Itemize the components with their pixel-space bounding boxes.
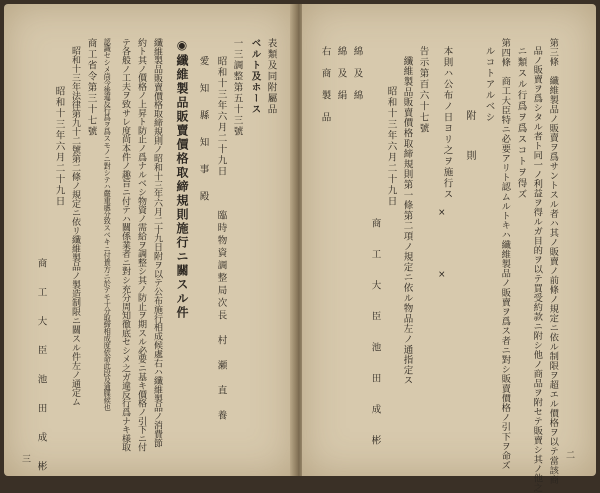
right-line-4: 第四條 商工大臣特ニ必要アリト認ムルトキハ纖維製品ノ販賣ヲ爲ス者ニ對シ販賣價格ノ引下ヲ命ズ: [499, 38, 511, 470]
notice-number: 告示第百六十七號: [417, 46, 429, 134]
right-item-3: 右 商 製 品: [319, 46, 331, 123]
left-line-2: ベルト及ホース: [249, 38, 261, 115]
right-line-2: 品ノ販賣ヲ爲シタル者ト同一ノ利益ヲ得ルガ目的ヲ以テ買受約款ニ附シ他ノ商品ヲ附セテ販賣シ其ノ他之: [531, 46, 543, 493]
left-body-2: 約ト其ノ價格ノ上昇ト防止ノ爲ナルベシ物資ノ需給ヲ調整シ其ノ防止ヲ期スル必要ニ基キ價格ノ引下ニ付: [136, 38, 146, 452]
right-item-1: 綿 及 綿: [351, 46, 363, 101]
page-number-left: 三: [22, 455, 32, 465]
circular-title: ◉纖維製品販賣價格取締規則施行ニ關スル件: [175, 38, 189, 320]
right-line-1: 第三條 纖維製品ノ販賣ヲ爲サントスル者ハ其ノ販賣ノ前條ノ規定ニ依ル制限ヲ超エル價格ヲ以テ當該商: [547, 38, 559, 485]
separator-mark: ×: [438, 208, 446, 218]
right-supplement-heading: 附 則: [464, 110, 475, 170]
left-signature: 商 工 大 臣 池 田 成 彬: [35, 258, 47, 476]
document-number: 一三調整第五十三號: [231, 38, 243, 137]
left-body-1: 纖維製品販賣價格取締規則ノ昭和十三年六月二十九日附ヲ以テ公布施行相成候處右ハ纖維製品ノ消費節: [152, 38, 162, 448]
page-number-right: 二: [566, 451, 576, 461]
left-body-3: テ各般ノ工夫ヲ致サレ度尚本件ノ趣旨ニ付テハ關係業者ニ對シ充分周知徹底セシメ之ガ違反行爲ナキ様取: [120, 38, 130, 452]
separator-mark: ×: [438, 270, 446, 280]
right-signature: 商 工 大 臣 池 田 成 彬: [369, 218, 381, 451]
ordinance-number: 商工省令第三十七號: [85, 38, 97, 137]
right-line-9: 纖維製品販賣價格取締規則第一條第二項ノ規定ニ依ル物品左ノ通指定ス: [401, 56, 413, 386]
ordinance-date: 昭和十三年六月二十九日: [53, 86, 65, 207]
ordinance-text: 昭和十三年法律第九十二號第二條ノ規定ニ依リ纖維製品ノ製造制限ニ關スル件左ノ通定ム: [70, 46, 80, 406]
right-line-5: ルコトアルベシ: [483, 46, 495, 123]
left-body-4: 認識セシメ尚今後違反行爲ヲ爲スモノニ對シテハ嚴重處分致スベキニ付貴方ニ於テモ十分取締相成度依命此段及通牒候也: [103, 38, 113, 411]
left-date: 昭和十三年六月二十九日: [215, 56, 227, 177]
sender-line: 臨時物資調整局次長 村 瀬 直 養: [215, 210, 227, 423]
right-item-2: 綿 及 絹: [335, 46, 347, 101]
right-date: 昭和十三年六月二十九日: [385, 86, 397, 207]
right-line-7: 本則ハ公布ノ日ヨリ之ヲ施行ス: [441, 46, 453, 200]
addressee-line: 愛 知 縣 知 事 殿: [197, 56, 209, 205]
left-line-1: 表類及同附屬品: [265, 38, 277, 115]
right-line-3: ニ類スル行爲ヲ爲スコトヲ得ズ: [515, 46, 527, 200]
